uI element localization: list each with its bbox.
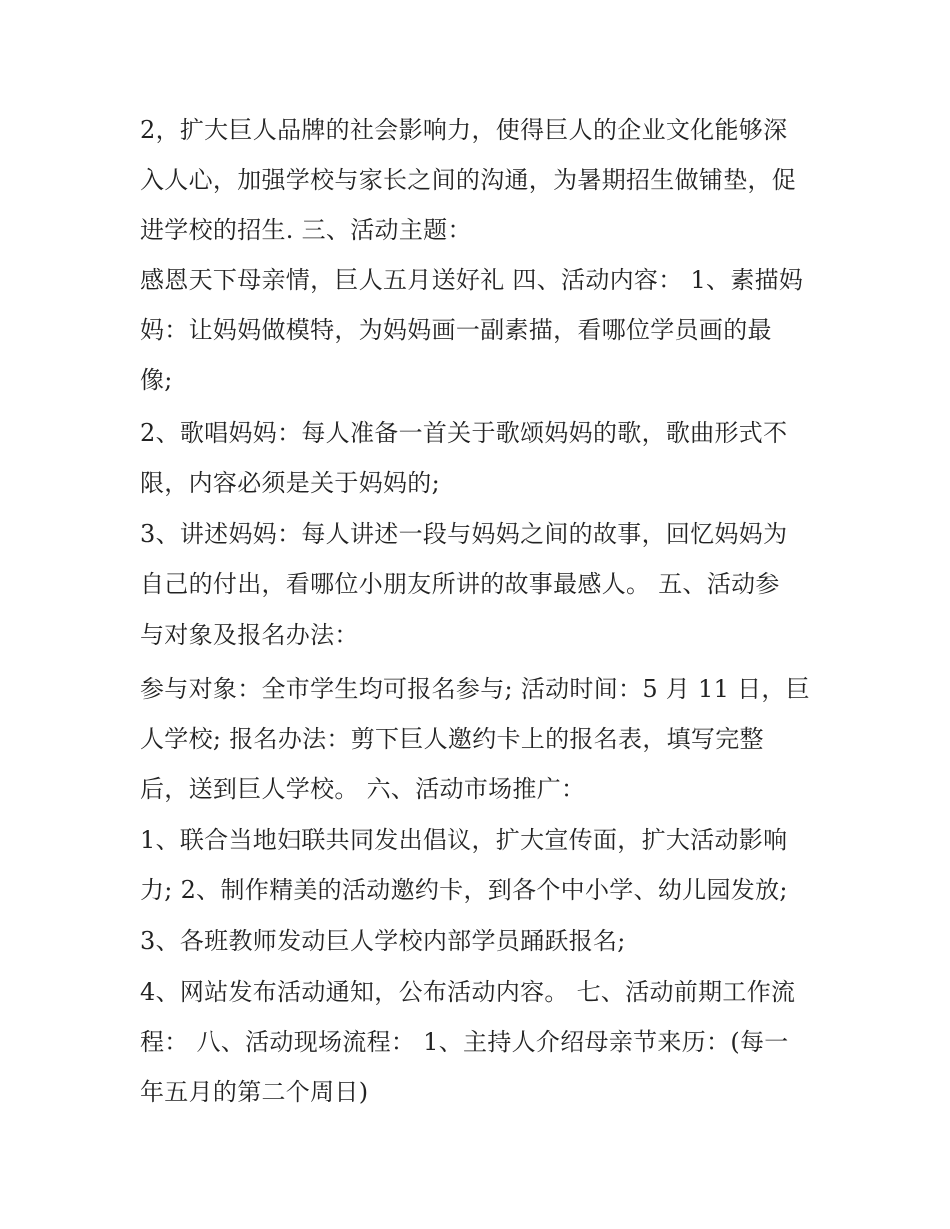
text-line: 限，内容必须是关于妈妈的; (140, 469, 440, 497)
text-line: 妈：让妈妈做模特，为妈妈画一副素描，看哪位学员画的最 (140, 316, 772, 344)
text-line: 力; 2、制作精美的活动邀约卡，到各个中小学、幼儿园发放; (140, 876, 788, 904)
text-line: 3、讲述妈妈：每人讲述一段与妈妈之间的故事，回忆妈妈为 (140, 520, 788, 548)
text-line: 自己的付出，看哪位小朋友所讲的故事最感人。 五、活动参 (140, 570, 780, 598)
text-line: 2，扩大巨人品牌的社会影响力，使得巨人的企业文化能够深 (140, 116, 788, 144)
text-line: 3、各班教师发动巨人学校内部学员踊跃报名; (140, 927, 626, 955)
text-line: 与对象及报名办法： (140, 621, 359, 649)
text-line: 4、网站发布活动通知，公布活动内容。 七、活动前期工作流 (140, 978, 796, 1006)
text-line: 程： 八、活动现场流程： 1、主持人介绍母亲节来历：(每一 (140, 1028, 789, 1056)
text-line: 参与对象：全市学生均可报名参与; 活动时间：5 月 11 日，巨 (140, 675, 811, 703)
text-line: 年五月的第二个周日) (140, 1078, 369, 1106)
text-line: 后，送到巨人学校。 六、活动市场推广： (140, 775, 586, 803)
text-line: 入人心，加强学校与家长之间的沟通，为暑期招生做铺垫，促 (140, 166, 797, 194)
text-line: 人学校; 报名办法：剪下巨人邀约卡上的报名表，填写完整 (140, 725, 764, 753)
text-line: 像; (140, 366, 173, 394)
text-line: 进学校的招生. 三、活动主题： (140, 216, 472, 244)
text-line: 感恩天下母亲情，巨人五月送好礼 四、活动内容： 1、素描妈 (140, 266, 804, 294)
text-line: 1、联合当地妇联共同发出倡议，扩大宣传面，扩大活动影响 (140, 826, 788, 854)
text-line: 2、歌唱妈妈：每人准备一首关于歌颂妈妈的歌，歌曲形式不 (140, 419, 788, 447)
